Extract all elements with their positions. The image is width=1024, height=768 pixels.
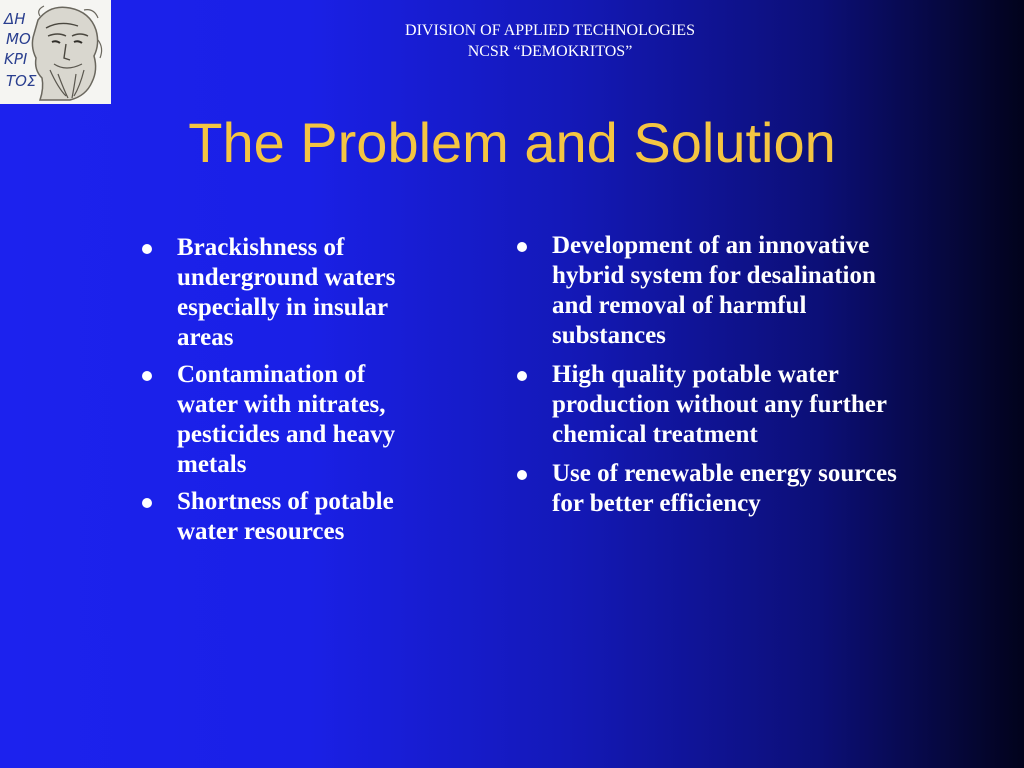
svg-text:ΜΟ: ΜΟ (6, 30, 31, 48)
list-item (515, 231, 897, 351)
solution-list (515, 231, 955, 528)
problem-list (140, 233, 430, 554)
bullet-icon (517, 242, 527, 252)
list-item (515, 459, 932, 519)
democritus-logo (0, 0, 111, 104)
democritus-portrait-icon (0, 0, 111, 104)
slide-title: The Problem and Solution (188, 111, 836, 174)
svg-text:ΚΡΙ: ΚΡΙ (4, 50, 28, 68)
bullet-icon (517, 470, 527, 480)
list-item-text: High quality potable water production without any further chemical treatment (552, 361, 887, 448)
list-item (140, 487, 430, 547)
bullet-icon (142, 498, 152, 508)
bullet-icon (517, 371, 527, 381)
list-item (140, 360, 430, 480)
list-item (140, 233, 430, 353)
list-item-text: Development of an innovative hybrid system for desalination and removal of harmful substances (552, 232, 876, 349)
bullet-icon (142, 244, 152, 254)
slide-header (300, 20, 800, 62)
list-item-text: Contamination of water with nitrates, pesticides and heavy metals (177, 361, 396, 478)
list-item-text: Use of renewable energy sources for better efficiency (552, 460, 897, 517)
header-division: DIVISION OF APPLIED TECHNOLOGIES (405, 22, 695, 39)
bullet-icon (142, 371, 152, 381)
svg-text:ΤΟΣ: ΤΟΣ (6, 72, 37, 90)
header-institute: NCSR “DEMOKRITOS” (467, 43, 633, 60)
svg-text:ΔΗ: ΔΗ (4, 10, 26, 28)
list-item (515, 360, 922, 450)
list-item-text: Shortness of potable water resources (177, 488, 394, 545)
list-item-text: Brackishness of underground waters especially in insular areas (177, 234, 396, 351)
